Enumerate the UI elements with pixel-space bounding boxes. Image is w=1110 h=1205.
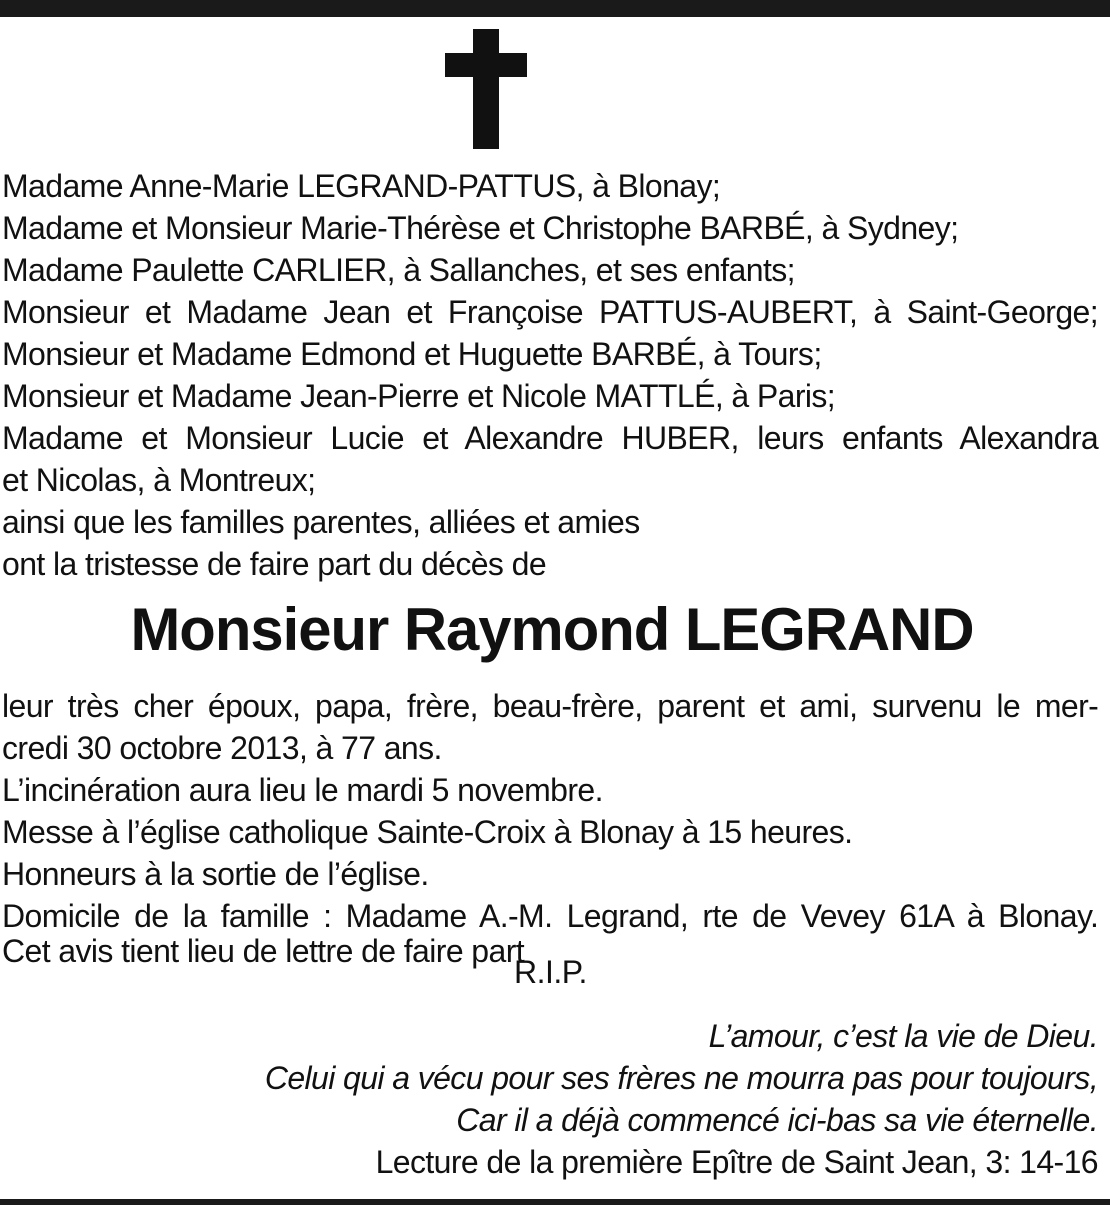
detail-line: Honneurs à la sortie de l’église. — [2, 856, 429, 892]
family-line: Madame Anne-Marie LEGRAND-PATTUS, à Blonay; — [2, 168, 721, 204]
deceased-name: Monsieur Raymond LEGRAND — [130, 596, 974, 663]
detail-line: L’incinération aura lieu le mardi 5 novembre. — [2, 772, 603, 808]
quote-line: Car il a déjà commencé ici-bas sa vie éternelle. — [456, 1102, 1098, 1138]
quote-citation: Lecture de la première Epître de Saint Jean, 3: 14-16 — [375, 1144, 1098, 1180]
family-line: Monsieur et Madame Jean et Françoise PATTUS-AUBERT, à Saint-George; — [2, 294, 1099, 330]
detail-line: Cet avis tient lieu de lettre de faire part — [2, 933, 525, 969]
detail-line: Messe à l’église catholique Sainte-Croix à Blonay à 15 heures. — [2, 814, 853, 850]
detail-line: Domicile de la famille : Madame A.-M. Legrand, rte de Vevey 61A à Blonay. — [2, 898, 1099, 934]
quote-line: Celui qui a vécu pour ses frères ne mourra pas pour toujours, — [264, 1060, 1098, 1096]
top-rule — [0, 0, 1110, 17]
family-line: Madame Paulette CARLIER, à Sallanches, et ses enfants; — [2, 252, 795, 288]
family-line: Madame et Monsieur Lucie et Alexandre HUBER, leurs enfants Alexandra — [2, 420, 1099, 456]
family-line: Madame et Monsieur Marie-Thérèse et Christophe BARBÉ, à Sydney; — [2, 210, 959, 246]
bottom-rule — [0, 1199, 1110, 1205]
detail-line: credi 30 octobre 2013, à 77 ans. — [2, 730, 442, 766]
rip-text: R.I.P. — [514, 954, 587, 990]
detail-line: leur très cher époux, papa, frère, beau-frère, parent et ami, survenu le mer- — [2, 688, 1099, 724]
family-line: et Nicolas, à Montreux; — [2, 462, 316, 498]
family-line: Monsieur et Madame Jean-Pierre et Nicole MATTLÉ, à Paris; — [2, 378, 836, 414]
family-line: ainsi que les familles parentes, alliées et amies — [2, 504, 640, 540]
family-line: Monsieur et Madame Edmond et Huguette BARBÉ, à Tours; — [2, 336, 822, 372]
family-line: ont la tristesse de faire part du décès de — [2, 546, 547, 582]
quote-line: L’amour, c’est la vie de Dieu. — [708, 1018, 1098, 1054]
cross-icon — [445, 29, 527, 149]
